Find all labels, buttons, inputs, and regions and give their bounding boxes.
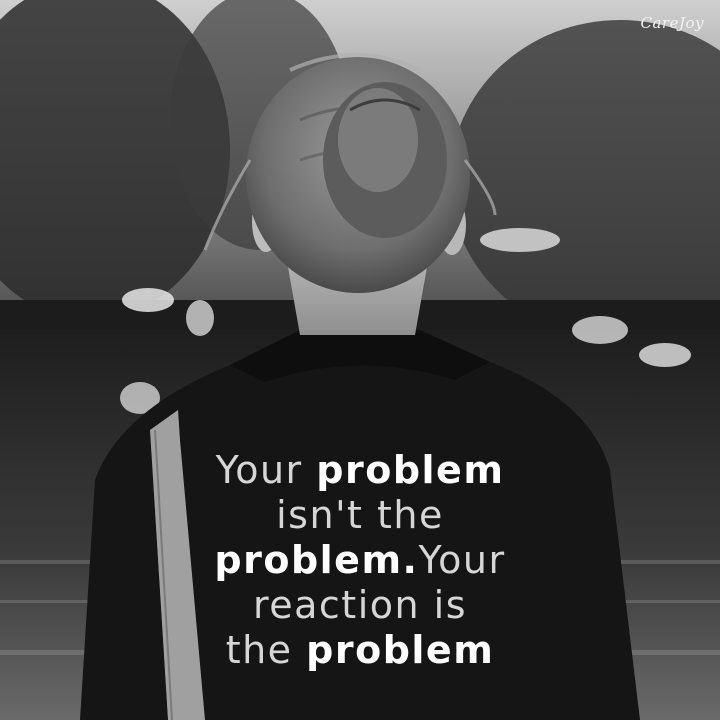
carejoy-logo: CareJoy (640, 14, 704, 32)
quote-line-2: isn't the (276, 493, 444, 537)
quote-line-4: reaction is (252, 583, 468, 627)
bird-blur (122, 288, 174, 312)
quote-text (150, 448, 570, 673)
bird-blur (480, 228, 560, 252)
quote-line-5: the problem (225, 628, 495, 672)
bird-blur (572, 316, 628, 344)
bird-blur (639, 343, 691, 367)
bird-blur (186, 300, 214, 336)
quote-line-1: Your problem (215, 448, 505, 492)
quote-line-3: problem.Your (214, 538, 506, 582)
